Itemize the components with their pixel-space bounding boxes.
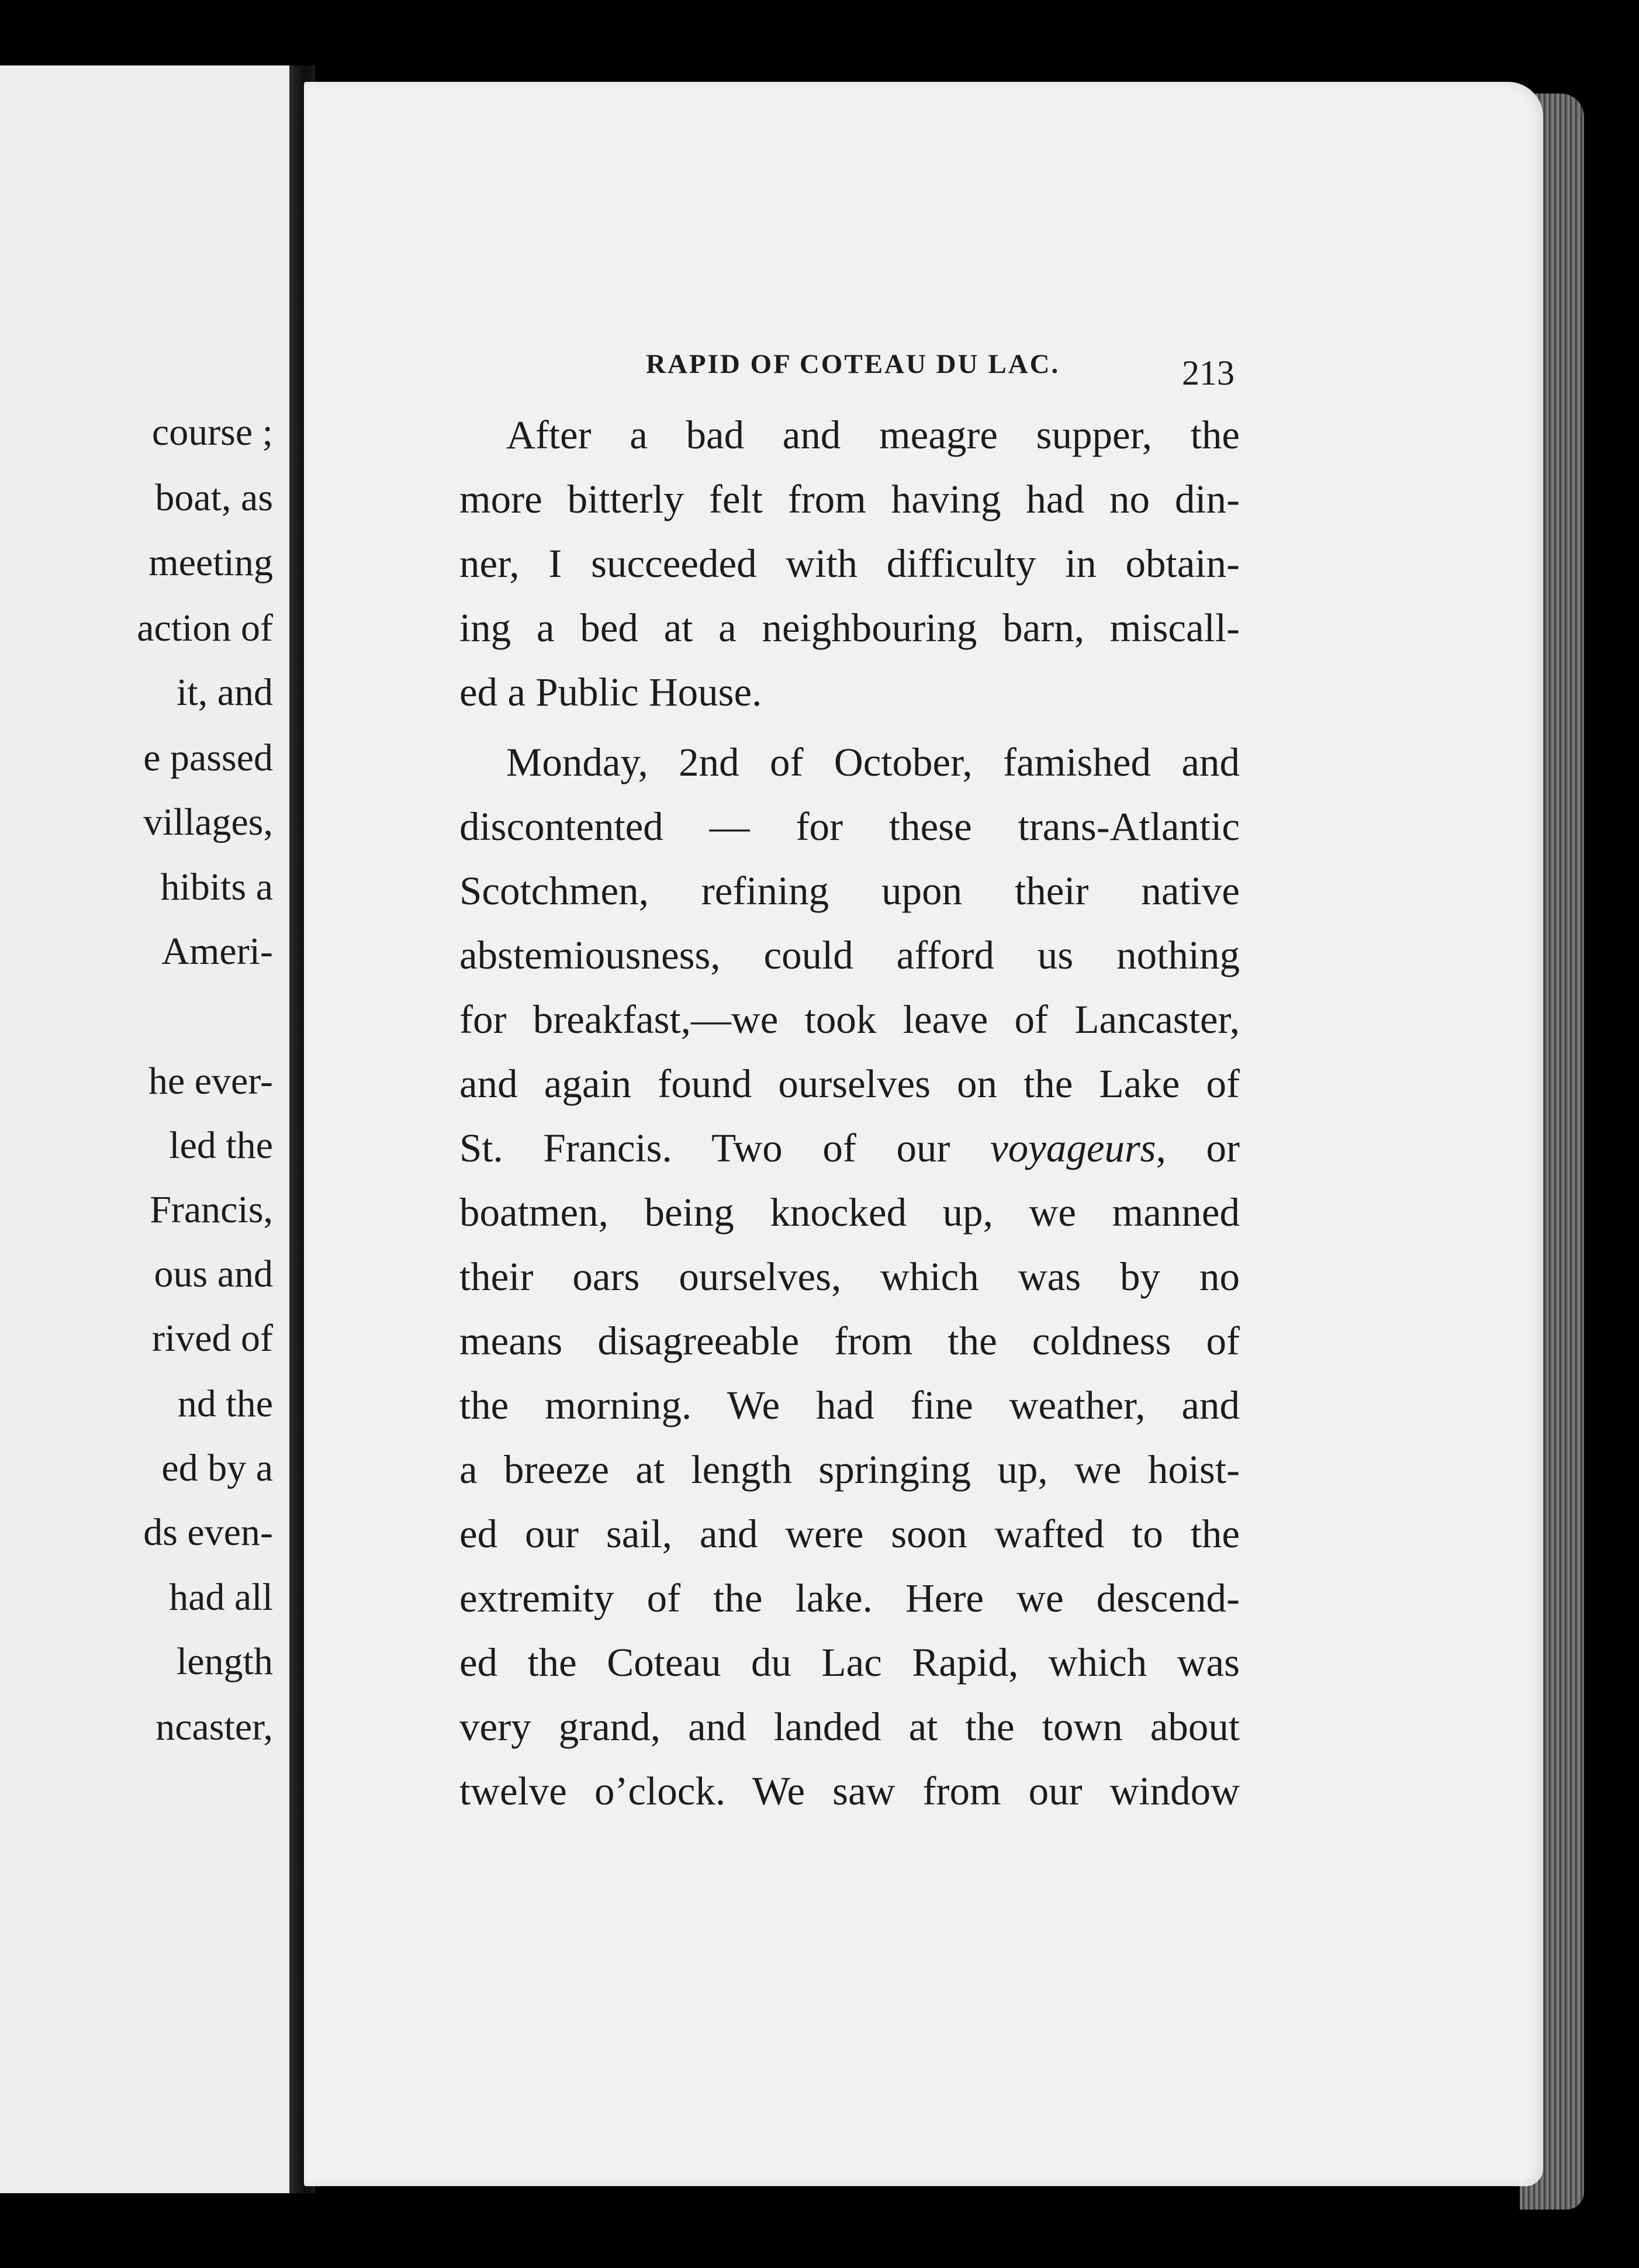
- left-page-line: meeting: [148, 541, 273, 584]
- left-page-line: ncaster,: [155, 1706, 273, 1748]
- left-page-line: ds even-: [143, 1511, 273, 1554]
- left-page-line: length: [177, 1640, 273, 1683]
- text-line: ner, I succeeded with difficulty in obtain-: [459, 541, 1240, 586]
- text-line: extremity of the lake. Here we descend-: [459, 1576, 1240, 1620]
- running-title: RAPID OF COTEAU DU LAC.: [646, 349, 1060, 379]
- left-page-line: hibits a: [160, 866, 273, 908]
- left-page-line: nd the: [177, 1382, 273, 1425]
- page-number: 213: [1182, 354, 1235, 392]
- left-page-line: Francis,: [150, 1188, 273, 1231]
- left-page-line: ed by a: [161, 1447, 273, 1489]
- left-page-line: e passed: [143, 737, 273, 779]
- text-line: Monday, 2nd of October, famished and: [506, 740, 1240, 784]
- text-segment: St. Francis. Two of our: [459, 1126, 950, 1170]
- text-line: a breeze at length springing up, we hoist-: [459, 1447, 1240, 1492]
- left-page-line: course ;: [151, 411, 273, 454]
- left-page-line: Ameri-: [161, 930, 273, 973]
- left-page-line: it, and: [177, 671, 273, 714]
- italic-word: voyageurs: [990, 1126, 1156, 1170]
- left-page-line: action of: [137, 607, 273, 649]
- text-line: After a bad and meagre supper, the: [506, 413, 1240, 457]
- text-segment: , or: [1156, 1126, 1240, 1170]
- text-line: ed the Coteau du Lac Rapid, which was: [459, 1640, 1240, 1685]
- left-page-line: boat, as: [155, 476, 273, 519]
- text-line: abstemiousness, could afford us nothing: [459, 933, 1240, 977]
- text-line: and again found ourselves on the Lake of: [459, 1062, 1240, 1106]
- previous-page: [0, 65, 293, 2193]
- text-line: boatmen, being knocked up, we manned: [459, 1190, 1240, 1235]
- text-line: twelve o’clock. We saw from our window: [459, 1769, 1240, 1813]
- left-page-line: rived of: [151, 1317, 273, 1360]
- left-page-line: he ever-: [148, 1060, 273, 1102]
- text-line: ing a bed at a neighbouring barn, miscall-: [459, 606, 1240, 650]
- text-line: discontented — for these trans-Atlantic: [459, 804, 1240, 849]
- text-line: the morning. We had fine weather, and: [459, 1383, 1240, 1427]
- text-line: Scotchmen, refining upon their native: [459, 869, 1240, 913]
- text-line: more bitterly felt from having had no din-: [459, 477, 1240, 521]
- text-line: very grand, and landed at the town about: [459, 1705, 1240, 1749]
- text-line: means disagreeable from the coldness of: [459, 1319, 1240, 1363]
- left-page-line: villages,: [143, 801, 273, 843]
- text-line: [459, 1128, 1240, 1168]
- text-line: ed a Public House.: [459, 670, 762, 714]
- left-page-line: led the: [169, 1124, 273, 1167]
- text-line: ed our sail, and were soon wafted to the: [459, 1512, 1240, 1556]
- text-line: for breakfast,—we took leave of Lancaster,: [459, 997, 1240, 1042]
- text-line: their oars ourselves, which was by no: [459, 1254, 1240, 1299]
- left-page-line: ous and: [154, 1253, 273, 1295]
- left-page-line: had all: [169, 1576, 273, 1619]
